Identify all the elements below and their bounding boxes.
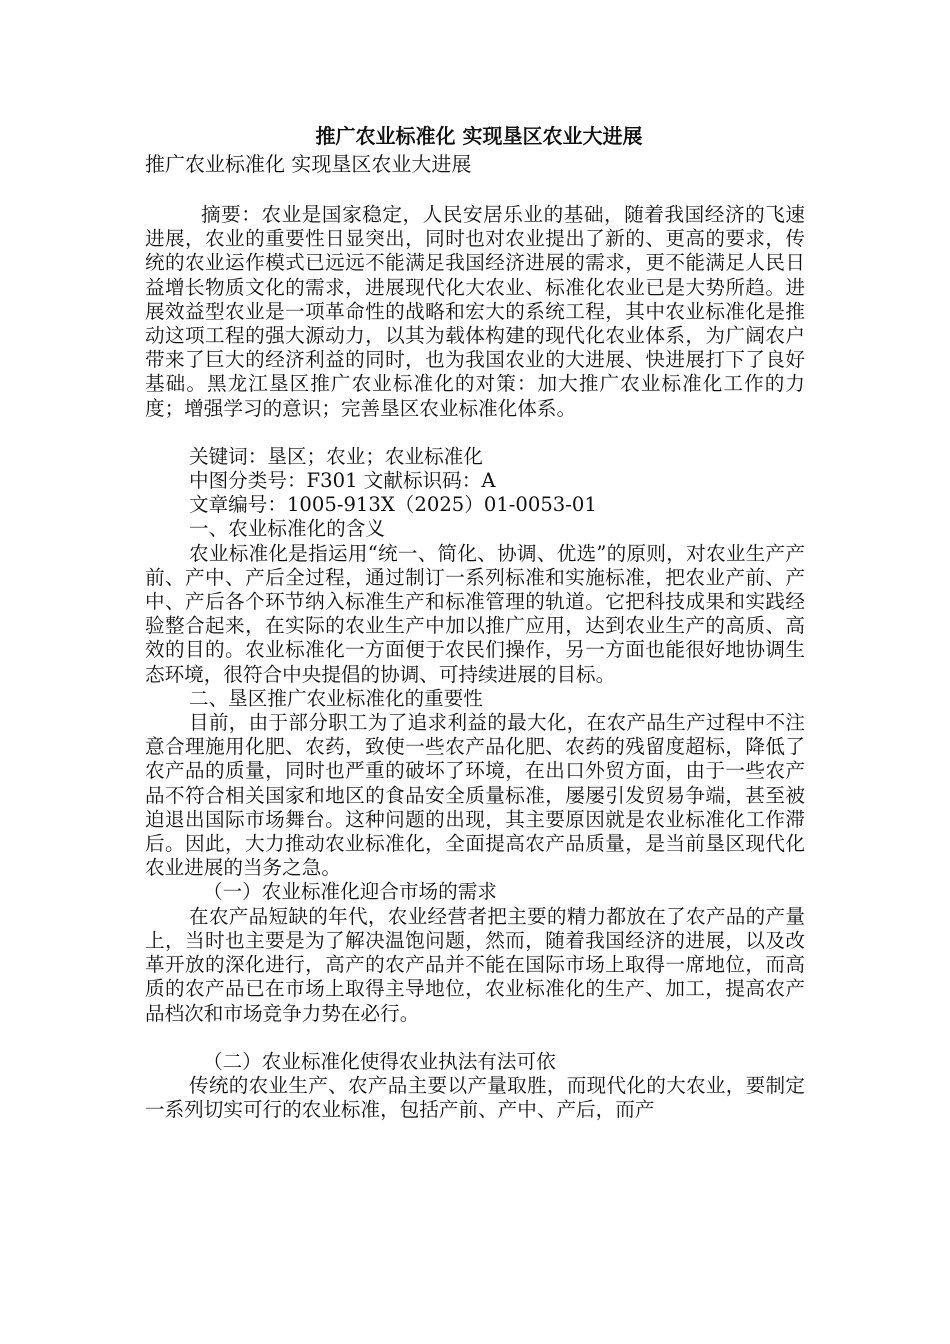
article-number-line: 文章编号：1005-913X（2025）01-0053-01 [189, 493, 597, 517]
classification-line: 中图分类号：F301 文献标识码：A [189, 469, 496, 493]
abstract-paragraph: 摘要：农业是国家稳定，人民安居乐业的基础，随着我国经济的飞速进展，农业的重要性日显突出，同时也对农业提出了新的、更高的要求，传统的农业运作模式已远远不能满足我国经济进展的需求，更不能满足人民日益增长物质文化的需求，进展现代化大农业、标准化农业已是大势所趋。进展效益型农业是一项革命性的战略和宏大的系统工程，其中农业标准化是推动这项工程的强大源动力，以其为载体构建的现代化农业体系，为广阔农户带来了巨大的经济利益的同时，也为我国农业的大进展、快进展打下了良好基础。黑龙江垦区推广农业标准化的对策：加大推广农业标准化工作的力度；增强学习的意识；完善垦区农业标准化体系。 [145, 203, 805, 420]
document-page [145, 121, 805, 1122]
subsection-body-1: 在农产品短缺的年代，农业经营者把主要的精力都放在了农产品的产量上，当时也主要是为了解决温饱问题，然而，随着我国经济的进展，以及改革开放的深化进行，高产的农产品并不能在国际市场上取得一席地位，而高质的农产品已在市场上取得主导地位，农业标准化的生产、加工，提高农产品档次和市场竞争力势在必行。 [145, 904, 805, 1025]
subsection-heading-1: （一）农业标准化迎合市场的需求 [203, 880, 497, 904]
section-heading-1: 一、农业标准化的含义 [189, 517, 385, 541]
document-title: 推广农业标准化 实现垦区农业大进展 [315, 124, 643, 148]
section-heading-2: 二、垦区推广农业标准化的重要性 [189, 686, 483, 710]
section-body-1: 农业标准化是指运用“统一、简化、协调、优选”的原则，对农业生产产前、产中、产后全过程，通过制订一系列标准和实施标准，把农业产前、产中、产后各个环节纳入标准生产和标准管理的轨道。它把科技成果和实践经验整合起来，在实际的农业生产中加以推广应用，达到农业生产的高质、高效的目的。农业标准化一方面便于农民们操作，另一方面也能很好地协调生态环境，很符合中央提倡的协调、可持续进展的目标。 [145, 541, 805, 686]
subsection-body-2: 传统的农业生产、农产品主要以产量取胜，而现代化的大农业，要制定一系列切实可行的农业标准，包括产前、产中、产后，而产 [145, 1073, 805, 1122]
document-subtitle: 推广农业标准化 实现垦区农业大进展 [145, 152, 472, 176]
section-body-2: 目前，由于部分职工为了追求利益的最大化，在农产品生产过程中不注意合理施用化肥、农药，致使一些农产品化肥、农药的残留度超标，降低了农产品的质量，同时也严重的破坏了环境，在出口外贸方面，由于一些农产品不符合相关国家和地区的食品安全质量标准，屡屡引发贸易争端，甚至被迫退出国际市场舞台。这种问题的出现，其主要原因就是农业标准化工作滞后。因此，大力推动农业标准化，全面提高农产品质量，是当前垦区现代化农业进展的当务之急。 [145, 711, 805, 880]
subsection-heading-2: （二）农业标准化使得农业执法有法可依 [203, 1049, 556, 1073]
keywords-line: 关键词：垦区；农业；农业标准化 [189, 444, 483, 468]
